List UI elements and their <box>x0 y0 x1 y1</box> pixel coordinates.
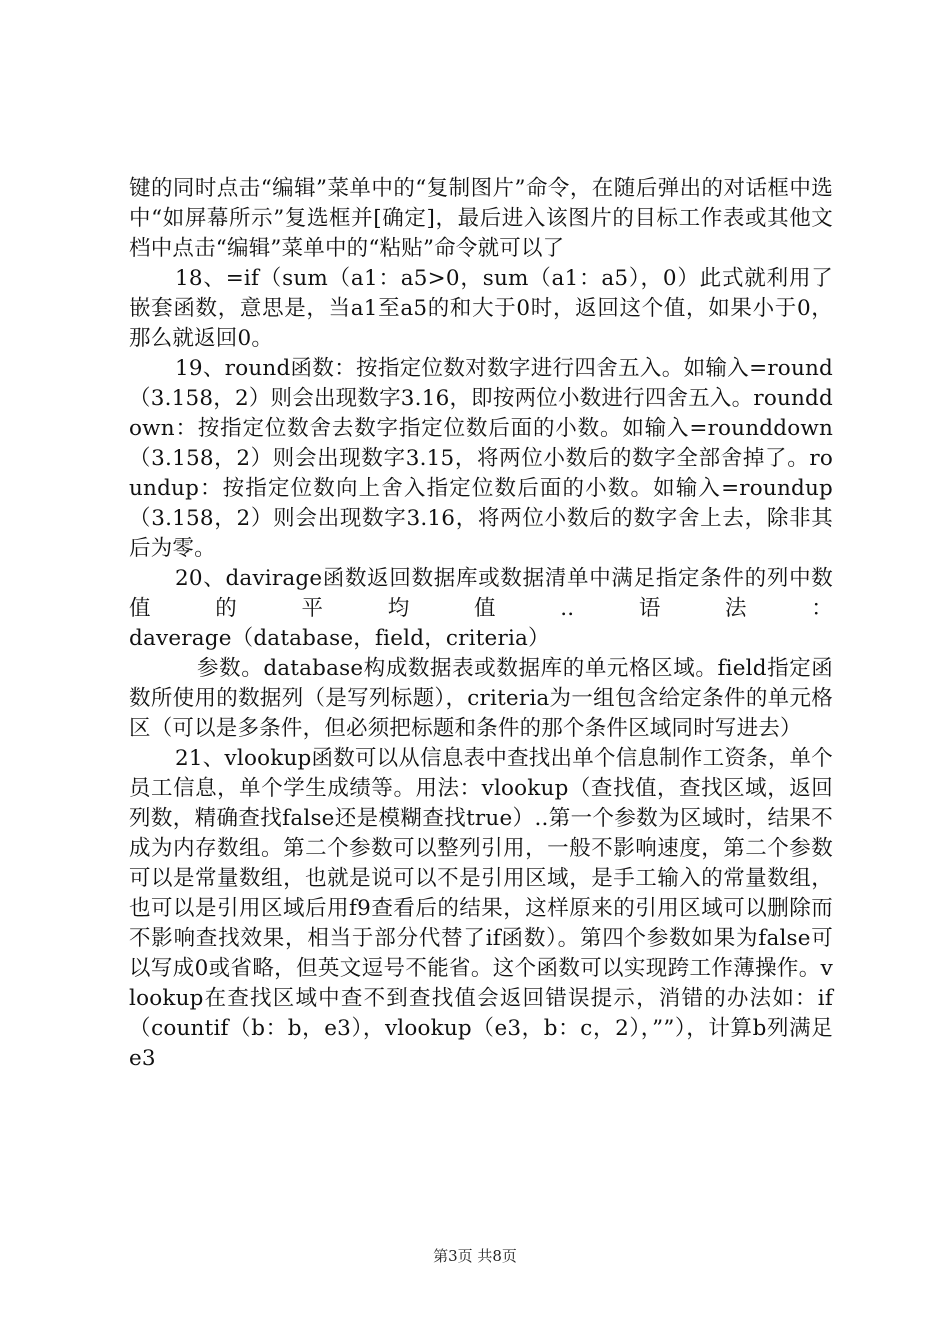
paragraph-daverage-syntax: daverage（database，field，criteria） <box>129 626 550 651</box>
paragraph-item-21-vlookup: 21、vlookup函数可以从信息表中查找出单个信息制作工资条，单个员工信息，单个学生成绩等。用法：vlookup（查找值，查找区域，返回列数，精确查找false还是模糊查找true）..第一个参数为区域时，结果不成为内存数组。第二个参数可以整列引用，一般不影响速度，第二个参数可以是常量数组，也就是说可以不是引用区域，是手工输入的常量数组，也可以是引用区域后用f9查看后的结果，这样原来的引用区域可以删除而不影响查找效果，相当于部分代替了if函数）。第四个参数如果为false可以写成0或省略，但英文逗号不能省。这个函数可以实现跨工作薄操作。vlookup在查找区域中查不到查找值会返回错误提示，消错的办法如：if（countif（b：b，e3），vlookup（e3，b：c，2），””），计算b列满足e3 <box>129 746 833 1071</box>
paragraph-item-20-daverage: 20、davirage函数返回数据库或数据清单中满足指定条件的列中数值的平均值..语法： <box>129 566 833 621</box>
document-body <box>129 174 833 1074</box>
paragraph-item-18-if-sum: 18、=if（sum（a1：a5>0，sum（a1：a5），0）此式就利用了嵌套函数，意思是，当a1至a5的和大于0时，返回这个值，如果小于0，那么就返回0。 <box>129 266 833 351</box>
paragraph-copy-picture-continued: 键的同时点击“编辑”菜单中的“复制图片”命令，在随后弹出的对话框中选中“如屏幕所示”复选框并[确定]，最后进入该图片的目标工作表或其他文档中点击“编辑”菜单中的“粘贴”命令就可以了 <box>129 176 833 261</box>
paragraph-daverage-parameters: 参数。database构成数据表或数据库的单元格区域。field指定函数所使用的数据列（是写列标题），criteria为一组包含给定条件的单元格区（可以是多条件，但必须把标题和条件的那个条件区域同时写进去） <box>129 656 833 741</box>
page-footer: 第3页 共8页 <box>433 1247 517 1265</box>
paragraph-item-19-round: 19、round函数：按指定位数对数字进行四舍五入。如输入=round（3.158，2）则会出现数字3.16，即按两位小数进行四舍五入。rounddown：按指定位数舍去数字指定位数后面的小数。如输入=rounddown（3.158，2）则会出现数字3.15，将两位小数后的数字全部舍掉了。roundup：按指定位数向上舍入指定位数后面的小数。如输入=roundup（3.158，2）则会出现数字3.16，将两位小数后的数字舍上去，除非其后为零。 <box>129 356 833 561</box>
